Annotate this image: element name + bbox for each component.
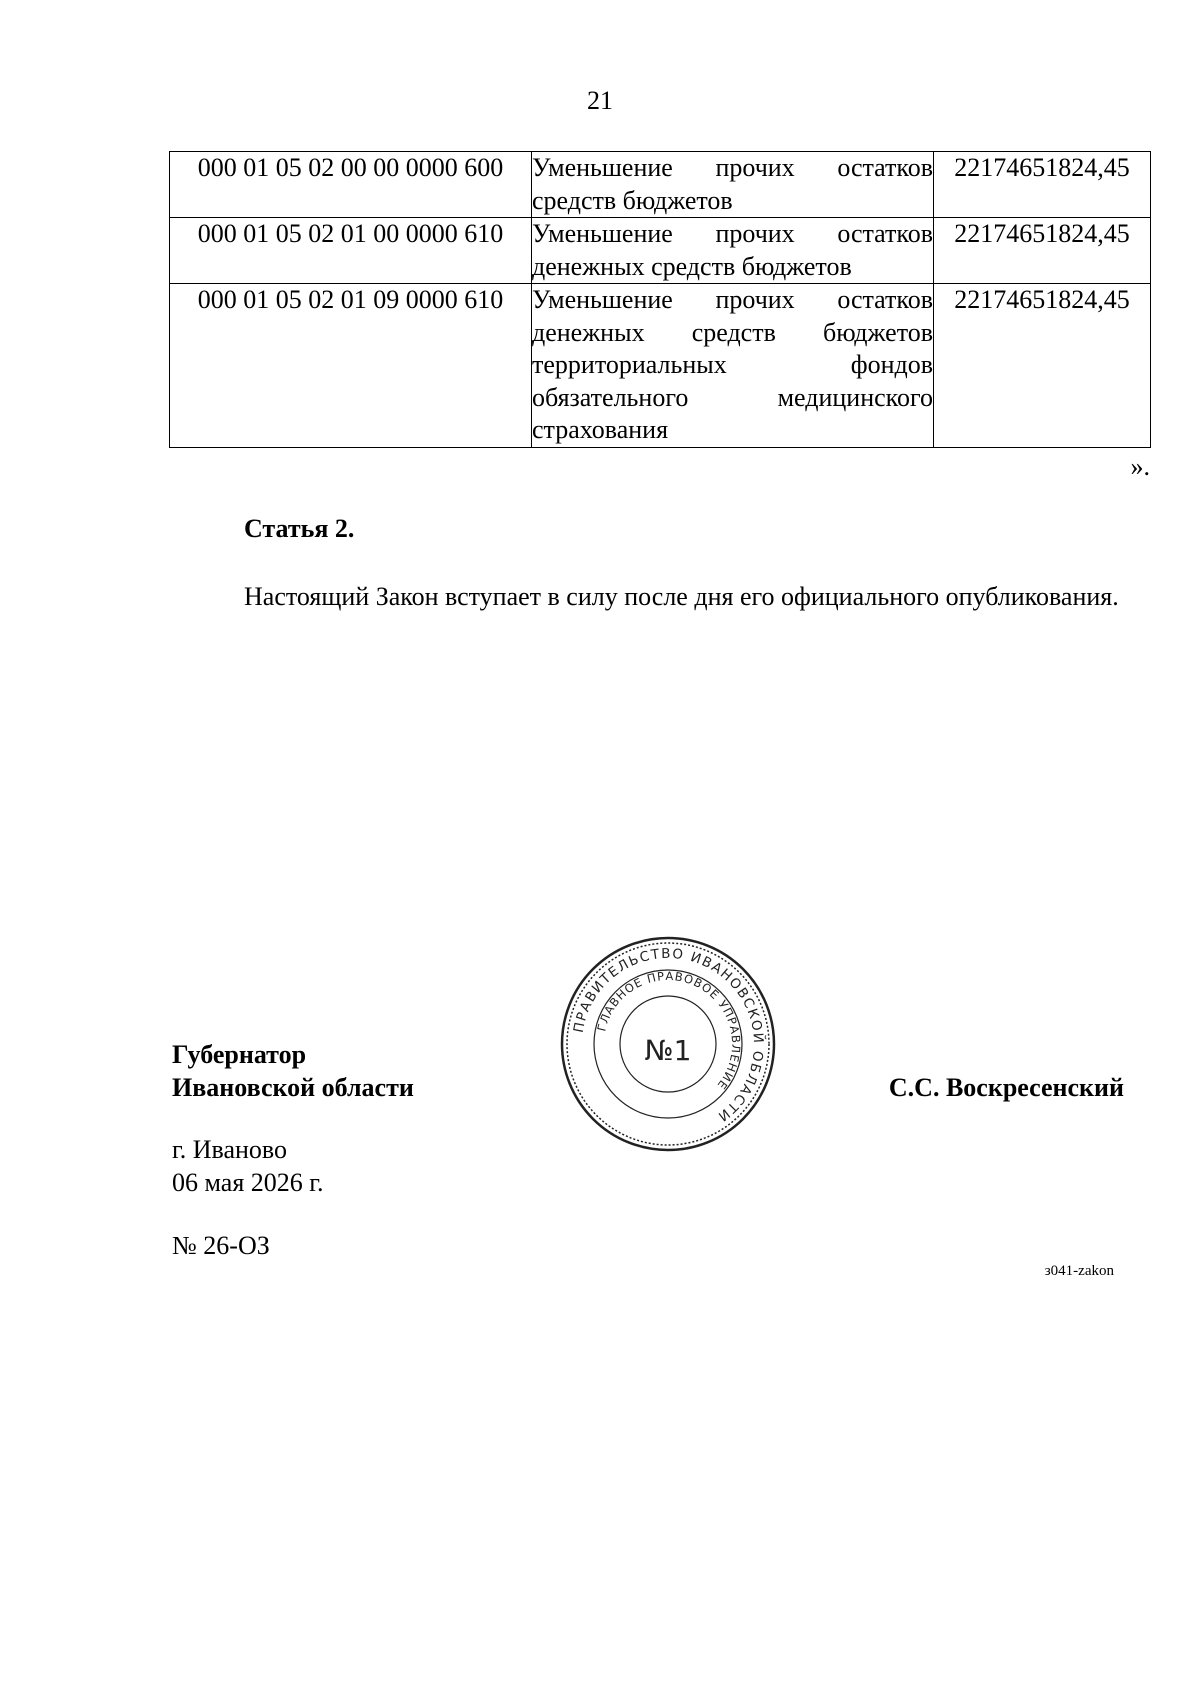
- budget-code: 000 01 05 02 01 09 0000 610: [170, 284, 532, 448]
- description-line: Уменьшение прочих остатков: [532, 285, 933, 314]
- description-line: денежных средств бюджетов: [532, 251, 852, 281]
- law-number: № 26-ОЗ: [172, 1231, 270, 1260]
- budget-amount: 22174651824,45: [934, 284, 1151, 448]
- date: 06 мая 2026 г.: [172, 1168, 324, 1197]
- table-row: [170, 218, 1151, 284]
- table-row: [170, 152, 1151, 218]
- position-line: Губернатор: [172, 1040, 307, 1069]
- description-line: территориальных фондов: [532, 350, 933, 379]
- description-line: денежных средств бюджетов: [532, 317, 933, 347]
- budget-description: [532, 218, 934, 284]
- budget-code: 000 01 05 02 00 00 0000 600: [170, 152, 532, 218]
- budget-table: [169, 151, 1151, 448]
- seal-center-number: №1: [644, 1034, 692, 1067]
- official-seal: [558, 934, 778, 1154]
- seal-inner-text: ГЛАВНОЕ ПРАВОВОЕ УПРАВЛЕНИЕ: [594, 968, 744, 1093]
- article-title: Статья 2.: [244, 514, 355, 543]
- place-and-date: [172, 1133, 324, 1199]
- budget-amount: 22174651824,45: [934, 218, 1151, 284]
- budget-description: [532, 152, 934, 218]
- signatory-name: С.С. Воскресенский: [888, 1073, 1124, 1102]
- description-line: обязательного медицинского: [532, 382, 933, 412]
- file-code: з041-zakon: [1044, 1263, 1114, 1279]
- position-line: Ивановской области: [172, 1073, 414, 1102]
- place: г. Иваново: [172, 1135, 287, 1164]
- budget-code: 000 01 05 02 01 00 0000 610: [170, 218, 532, 284]
- description-line: страхования: [532, 415, 669, 444]
- article-body: Настоящий Закон вступает в силу после дня его официального опубликования.: [244, 582, 1119, 611]
- budget-amount: 22174651824,45: [934, 152, 1151, 218]
- description-line: Уменьшение прочих остатков: [532, 219, 933, 248]
- closing-quote: ».: [1130, 452, 1150, 481]
- description-line: средств бюджетов: [532, 185, 733, 215]
- budget-description: [532, 284, 934, 448]
- seal-outer-text: ПРАВИТЕЛЬСТВО ИВАНОВСКОЙ ОБЛАСТИ: [570, 945, 767, 1125]
- description-line: Уменьшение прочих остатков: [532, 153, 933, 182]
- table-row: [170, 284, 1151, 448]
- signatory-position: [172, 1038, 414, 1104]
- page-number: 21: [587, 86, 613, 115]
